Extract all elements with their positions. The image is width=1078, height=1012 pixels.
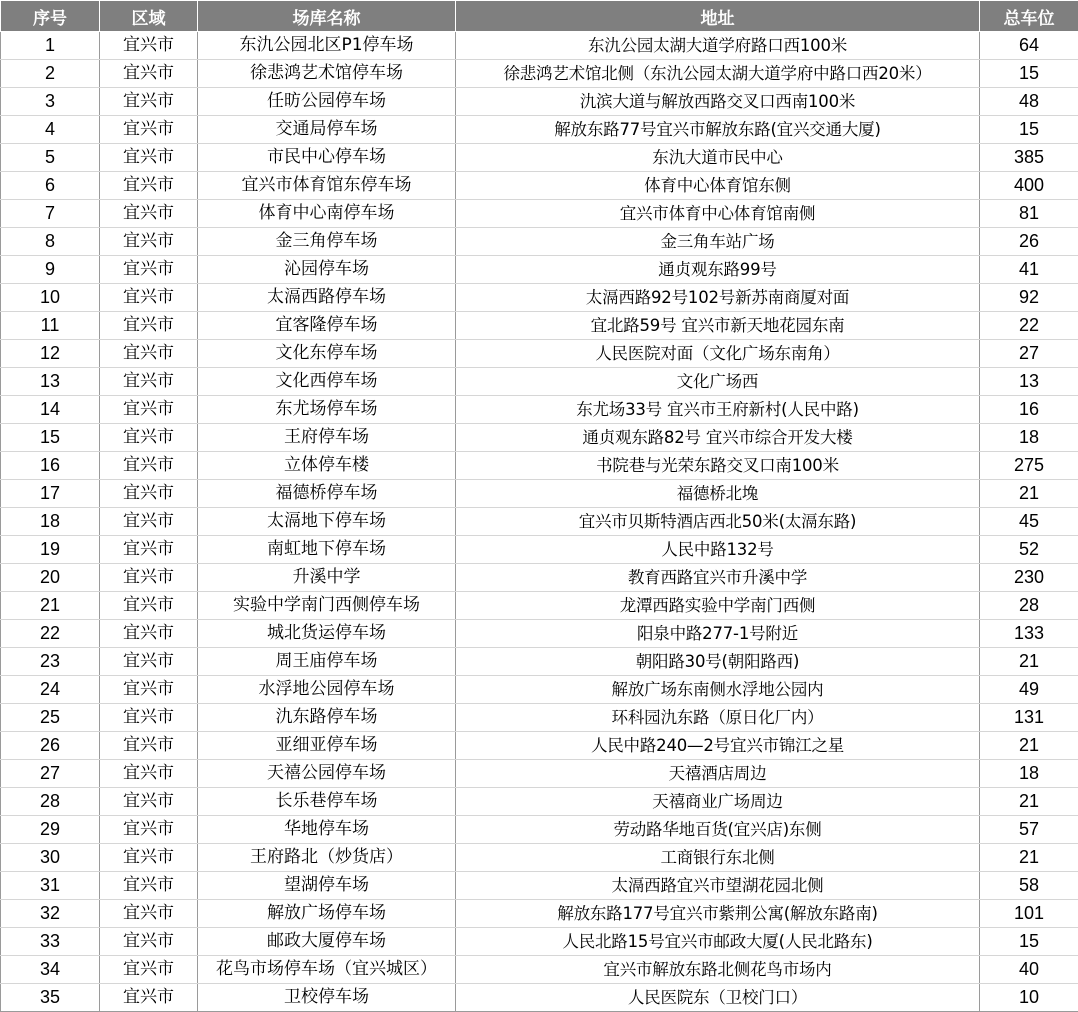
table-row [1,256,1078,284]
cell-index: 8 [1,228,100,256]
table-body [1,32,1078,1012]
cell-address: 人民医院东（卫校门口） [456,984,980,1012]
cell-index: 31 [1,872,100,900]
cell-total-spaces: 16 [980,396,1078,424]
cell-lot-name: 邮政大厦停车场 [198,928,456,956]
cell-region: 宜兴市 [100,732,198,760]
cell-total-spaces: 15 [980,60,1078,88]
cell-total-spaces: 81 [980,200,1078,228]
cell-index: 26 [1,732,100,760]
cell-region: 宜兴市 [100,900,198,928]
table-row [1,116,1078,144]
cell-region: 宜兴市 [100,760,198,788]
cell-region: 宜兴市 [100,88,198,116]
cell-index: 17 [1,480,100,508]
table-row [1,900,1078,928]
cell-index: 12 [1,340,100,368]
cell-address: 宜北路59号 宜兴市新天地花园东南 [456,312,980,340]
table-row [1,732,1078,760]
cell-total-spaces: 64 [980,32,1078,60]
cell-address: 教育西路宜兴市升溪中学 [456,564,980,592]
cell-total-spaces: 28 [980,592,1078,620]
cell-index: 18 [1,508,100,536]
cell-address: 太滆西路宜兴市望湖花园北侧 [456,872,980,900]
cell-index: 19 [1,536,100,564]
cell-address: 工商银行东北侧 [456,844,980,872]
cell-address: 天禧商业广场周边 [456,788,980,816]
cell-index: 16 [1,452,100,480]
cell-region: 宜兴市 [100,368,198,396]
cell-lot-name: 亚细亚停车场 [198,732,456,760]
cell-region: 宜兴市 [100,788,198,816]
table-row [1,592,1078,620]
table-row [1,284,1078,312]
cell-index: 32 [1,900,100,928]
cell-address: 人民中路240—2号宜兴市锦江之星 [456,732,980,760]
cell-region: 宜兴市 [100,872,198,900]
cell-region: 宜兴市 [100,592,198,620]
cell-total-spaces: 21 [980,788,1078,816]
cell-total-spaces: 101 [980,900,1078,928]
cell-lot-name: 升溪中学 [198,564,456,592]
header-index: 序号 [1,1,100,32]
table-row [1,396,1078,424]
cell-region: 宜兴市 [100,144,198,172]
cell-address: 解放广场东南侧水浮地公园内 [456,676,980,704]
cell-lot-name: 天禧公园停车场 [198,760,456,788]
cell-address: 环科园氿东路（原日化厂内） [456,704,980,732]
cell-lot-name: 解放广场停车场 [198,900,456,928]
cell-region: 宜兴市 [100,620,198,648]
cell-lot-name: 东氿公园北区P1停车场 [198,32,456,60]
cell-total-spaces: 40 [980,956,1078,984]
cell-index: 22 [1,620,100,648]
cell-address: 解放东路177号宜兴市紫荆公寓(解放东路南) [456,900,980,928]
cell-total-spaces: 15 [980,928,1078,956]
cell-total-spaces: 92 [980,284,1078,312]
cell-region: 宜兴市 [100,340,198,368]
cell-lot-name: 徐悲鸿艺术馆停车场 [198,60,456,88]
cell-address: 解放东路77号宜兴市解放东路(宜兴交通大厦) [456,116,980,144]
cell-region: 宜兴市 [100,200,198,228]
cell-region: 宜兴市 [100,564,198,592]
table-row [1,564,1078,592]
cell-index: 2 [1,60,100,88]
cell-lot-name: 王府停车场 [198,424,456,452]
table-row [1,480,1078,508]
cell-address: 宜兴市解放东路北侧花鸟市场内 [456,956,980,984]
cell-lot-name: 南虹地下停车场 [198,536,456,564]
table-row [1,60,1078,88]
cell-total-spaces: 21 [980,648,1078,676]
cell-region: 宜兴市 [100,480,198,508]
table-row [1,928,1078,956]
cell-address: 徐悲鸿艺术馆北侧（东氿公园太湖大道学府中路口西20米） [456,60,980,88]
cell-total-spaces: 21 [980,480,1078,508]
cell-region: 宜兴市 [100,116,198,144]
table-row [1,368,1078,396]
cell-region: 宜兴市 [100,536,198,564]
cell-index: 9 [1,256,100,284]
cell-lot-name: 氿东路停车场 [198,704,456,732]
cell-index: 33 [1,928,100,956]
table-row [1,424,1078,452]
header-region: 区域 [100,1,198,32]
cell-index: 30 [1,844,100,872]
cell-lot-name: 宜客隆停车场 [198,312,456,340]
cell-address: 人民中路132号 [456,536,980,564]
cell-lot-name: 长乐巷停车场 [198,788,456,816]
table-row [1,676,1078,704]
cell-lot-name: 交通局停车场 [198,116,456,144]
cell-index: 3 [1,88,100,116]
cell-lot-name: 任昉公园停车场 [198,88,456,116]
cell-region: 宜兴市 [100,396,198,424]
cell-total-spaces: 18 [980,760,1078,788]
cell-region: 宜兴市 [100,172,198,200]
table-row [1,312,1078,340]
cell-index: 11 [1,312,100,340]
table-row [1,536,1078,564]
cell-lot-name: 沁园停车场 [198,256,456,284]
cell-lot-name: 文化西停车场 [198,368,456,396]
table-row [1,200,1078,228]
cell-lot-name: 城北货运停车场 [198,620,456,648]
cell-total-spaces: 45 [980,508,1078,536]
cell-total-spaces: 275 [980,452,1078,480]
cell-total-spaces: 131 [980,704,1078,732]
table-row [1,620,1078,648]
cell-lot-name: 福德桥停车场 [198,480,456,508]
cell-address: 氿滨大道与解放西路交叉口西南100米 [456,88,980,116]
cell-index: 7 [1,200,100,228]
cell-total-spaces: 27 [980,340,1078,368]
cell-index: 34 [1,956,100,984]
header-row [1,1,1078,32]
cell-address: 宜兴市体育中心体育馆南侧 [456,200,980,228]
cell-address: 宜兴市贝斯特酒店西北50米(太滆东路) [456,508,980,536]
cell-address: 金三角车站广场 [456,228,980,256]
table-row [1,648,1078,676]
cell-total-spaces: 57 [980,816,1078,844]
table-row [1,984,1078,1012]
cell-total-spaces: 385 [980,144,1078,172]
cell-address: 朝阳路30号(朝阳路西) [456,648,980,676]
table-row [1,32,1078,60]
table-row [1,340,1078,368]
cell-region: 宜兴市 [100,32,198,60]
cell-address: 东氿大道市民中心 [456,144,980,172]
cell-total-spaces: 10 [980,984,1078,1012]
cell-index: 14 [1,396,100,424]
cell-lot-name: 卫校停车场 [198,984,456,1012]
cell-address: 龙潭西路实验中学南门西侧 [456,592,980,620]
cell-region: 宜兴市 [100,984,198,1012]
cell-region: 宜兴市 [100,228,198,256]
cell-lot-name: 宜兴市体育馆东停车场 [198,172,456,200]
table-row [1,88,1078,116]
cell-lot-name: 文化东停车场 [198,340,456,368]
cell-address: 天禧酒店周边 [456,760,980,788]
cell-index: 1 [1,32,100,60]
header-lot-name: 场库名称 [198,1,456,32]
cell-index: 23 [1,648,100,676]
cell-total-spaces: 26 [980,228,1078,256]
cell-address: 太滆西路92号102号新苏南商厦对面 [456,284,980,312]
cell-address: 东尤场33号 宜兴市王府新村(人民中路) [456,396,980,424]
cell-total-spaces: 58 [980,872,1078,900]
table-row [1,844,1078,872]
table-row [1,956,1078,984]
cell-lot-name: 金三角停车场 [198,228,456,256]
cell-region: 宜兴市 [100,648,198,676]
cell-address: 人民北路15号宜兴市邮政大厦(人民北路东) [456,928,980,956]
cell-lot-name: 花鸟市场停车场（宜兴城区） [198,956,456,984]
table-header [1,1,1078,32]
table-row [1,760,1078,788]
cell-index: 4 [1,116,100,144]
cell-total-spaces: 15 [980,116,1078,144]
table-row [1,872,1078,900]
cell-address: 劳动路华地百货(宜兴店)东侧 [456,816,980,844]
cell-total-spaces: 400 [980,172,1078,200]
cell-region: 宜兴市 [100,704,198,732]
cell-lot-name: 立体停车楼 [198,452,456,480]
cell-index: 10 [1,284,100,312]
cell-address: 通贞观东路99号 [456,256,980,284]
table-row [1,452,1078,480]
table-row [1,508,1078,536]
cell-lot-name: 东尤场停车场 [198,396,456,424]
cell-index: 20 [1,564,100,592]
cell-lot-name: 实验中学南门西侧停车场 [198,592,456,620]
cell-lot-name: 望湖停车场 [198,872,456,900]
cell-region: 宜兴市 [100,956,198,984]
table-row [1,816,1078,844]
cell-index: 27 [1,760,100,788]
cell-region: 宜兴市 [100,844,198,872]
cell-index: 21 [1,592,100,620]
cell-index: 28 [1,788,100,816]
table-row [1,228,1078,256]
cell-total-spaces: 18 [980,424,1078,452]
cell-total-spaces: 41 [980,256,1078,284]
cell-region: 宜兴市 [100,256,198,284]
cell-address: 文化广场西 [456,368,980,396]
cell-address: 书院巷与光荣东路交叉口南100米 [456,452,980,480]
cell-lot-name: 体育中心南停车场 [198,200,456,228]
table-row [1,172,1078,200]
header-address: 地址 [456,1,980,32]
cell-region: 宜兴市 [100,928,198,956]
cell-index: 5 [1,144,100,172]
cell-total-spaces: 230 [980,564,1078,592]
cell-region: 宜兴市 [100,424,198,452]
cell-region: 宜兴市 [100,452,198,480]
cell-index: 35 [1,984,100,1012]
cell-total-spaces: 13 [980,368,1078,396]
cell-address: 福德桥北堍 [456,480,980,508]
cell-lot-name: 王府路北（炒货店） [198,844,456,872]
cell-region: 宜兴市 [100,676,198,704]
cell-index: 6 [1,172,100,200]
header-total-spaces: 总车位 [980,1,1078,32]
cell-lot-name: 华地停车场 [198,816,456,844]
cell-address: 体育中心体育馆东侧 [456,172,980,200]
cell-lot-name: 水浮地公园停车场 [198,676,456,704]
cell-region: 宜兴市 [100,816,198,844]
cell-index: 13 [1,368,100,396]
cell-index: 15 [1,424,100,452]
cell-region: 宜兴市 [100,508,198,536]
cell-address: 人民医院对面（文化广场东南角） [456,340,980,368]
cell-index: 29 [1,816,100,844]
table-row [1,788,1078,816]
cell-address: 东氿公园太湖大道学府路口西100米 [456,32,980,60]
table-row [1,144,1078,172]
cell-lot-name: 周王庙停车场 [198,648,456,676]
cell-index: 24 [1,676,100,704]
cell-region: 宜兴市 [100,312,198,340]
table-row [1,704,1078,732]
cell-region: 宜兴市 [100,60,198,88]
cell-total-spaces: 22 [980,312,1078,340]
cell-total-spaces: 21 [980,732,1078,760]
cell-total-spaces: 52 [980,536,1078,564]
cell-address: 通贞观东路82号 宜兴市综合开发大楼 [456,424,980,452]
cell-total-spaces: 49 [980,676,1078,704]
cell-index: 25 [1,704,100,732]
cell-address: 阳泉中路277-1号附近 [456,620,980,648]
cell-lot-name: 太滆地下停车场 [198,508,456,536]
cell-lot-name: 市民中心停车场 [198,144,456,172]
cell-lot-name: 太滆西路停车场 [198,284,456,312]
cell-total-spaces: 133 [980,620,1078,648]
cell-total-spaces: 48 [980,88,1078,116]
cell-total-spaces: 21 [980,844,1078,872]
cell-region: 宜兴市 [100,284,198,312]
